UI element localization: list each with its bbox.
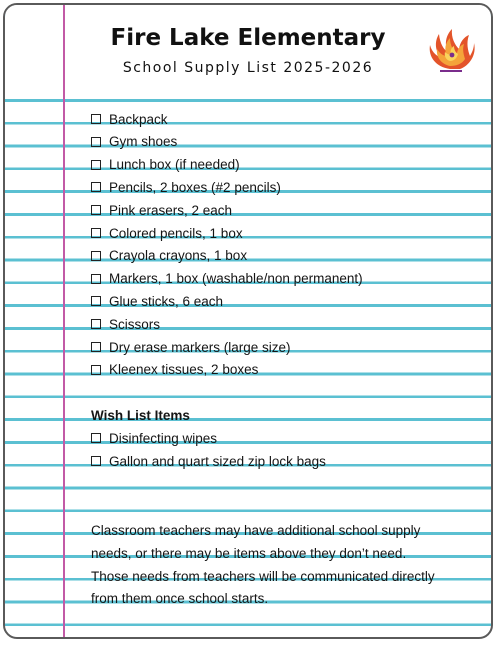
supply-list-sheet bbox=[3, 3, 493, 639]
checklist-item bbox=[91, 155, 240, 175]
checkbox-icon bbox=[91, 319, 101, 329]
checklist-item bbox=[91, 428, 217, 448]
checklist-item bbox=[91, 177, 281, 197]
checklist-item-label: Lunch box (if needed) bbox=[109, 157, 240, 173]
checklist-item-label: Colored pencils, 1 box bbox=[109, 225, 243, 241]
teacher-note-line: from them once school starts. bbox=[91, 591, 269, 607]
checkbox-icon bbox=[91, 433, 101, 443]
checklist-item-label: Dry erase markers (large size) bbox=[109, 339, 291, 355]
checklist-item bbox=[91, 223, 243, 243]
checkbox-icon bbox=[91, 182, 101, 192]
teacher-note-line: needs, or there may be items above they don’t need. bbox=[91, 545, 407, 561]
checklist-item-label: Gym shoes bbox=[109, 134, 178, 150]
checklist-item-label: Backpack bbox=[109, 111, 168, 127]
phoenix-logo-icon bbox=[422, 25, 478, 75]
checklist-item bbox=[91, 337, 291, 357]
checkbox-icon bbox=[91, 274, 101, 284]
checklist-item bbox=[91, 269, 363, 289]
checkbox-icon bbox=[91, 205, 101, 215]
checkbox-icon bbox=[91, 251, 101, 261]
notebook-margin-line bbox=[63, 5, 65, 637]
checklist-item bbox=[91, 314, 160, 334]
checkbox-icon bbox=[91, 365, 101, 375]
page-subtitle: School Supply List 2025-2026 bbox=[122, 60, 374, 76]
checklist-item bbox=[91, 109, 168, 129]
checkbox-icon bbox=[91, 456, 101, 466]
teacher-note bbox=[91, 520, 481, 611]
checklist-item-label: Glue sticks, 6 each bbox=[109, 293, 224, 309]
checklist-item-label: Crayola crayons, 1 box bbox=[109, 248, 248, 264]
page-title: Fire Lake Elementary bbox=[110, 25, 386, 51]
checklist-item bbox=[91, 200, 232, 220]
checklist-item-label: Pencils, 2 boxes (#2 pencils) bbox=[109, 179, 281, 195]
teacher-note-line: Those needs from teachers will be communicated directly bbox=[91, 568, 435, 584]
checkbox-icon bbox=[91, 342, 101, 352]
checklist-item-label: Gallon and quart sized zip lock bags bbox=[109, 453, 326, 469]
checkbox-icon bbox=[91, 228, 101, 238]
checkbox-icon bbox=[91, 296, 101, 306]
teacher-note-line: Classroom teachers may have additional school supply bbox=[91, 523, 421, 538]
checklist-item-label: Scissors bbox=[109, 316, 161, 332]
checklist-item bbox=[91, 132, 177, 152]
checkbox-icon bbox=[91, 137, 101, 147]
checklist-item bbox=[91, 451, 326, 471]
checklist-item bbox=[91, 291, 223, 311]
checklist-item-label: Disinfecting wipes bbox=[109, 430, 218, 446]
checklist-item bbox=[91, 360, 258, 380]
checklist-item-label: Pink erasers, 2 each bbox=[109, 202, 233, 218]
checkbox-icon bbox=[91, 160, 101, 170]
checklist-item-label: Markers, 1 box (washable/non permanent) bbox=[109, 271, 363, 287]
wish-list-heading: Wish List Items bbox=[91, 407, 190, 423]
checklist-item-label: Kleenex tissues, 2 boxes bbox=[109, 362, 259, 378]
checkbox-icon bbox=[91, 114, 101, 124]
checklist-item bbox=[91, 246, 247, 266]
